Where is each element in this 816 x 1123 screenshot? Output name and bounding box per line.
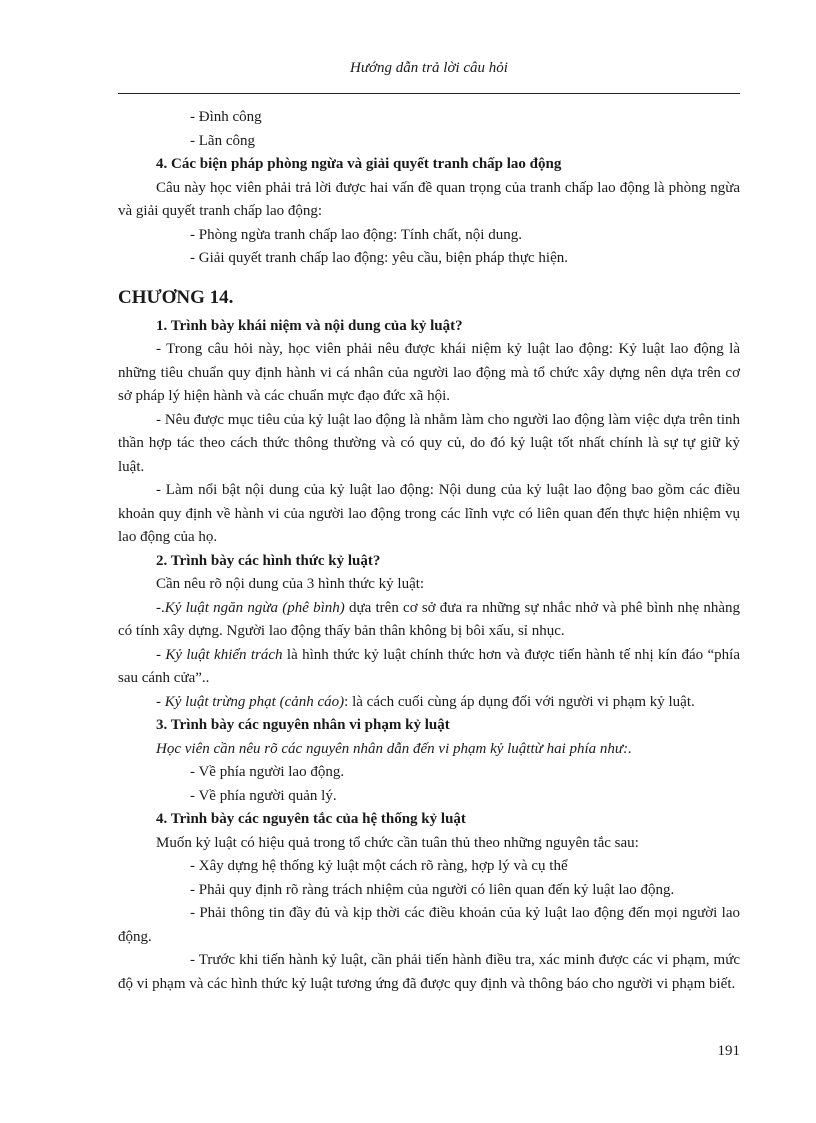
section-heading-4: 4. Các biện pháp phòng ngừa và giải quyết tranh chấp lao động (156, 156, 562, 172)
question-4-intro: Muốn kỷ luật có hiệu quả trong tổ chức cần tuân thủ theo những nguyên tắc sau: (156, 834, 639, 851)
paragraph-dispute: Câu này học viên phải trả lời được hai vấn đề quan trọng của tranh chấp lao động là phòng ngừa và giải quyết tranh chấp lao động: (118, 179, 740, 219)
question-1-paragraph: - Nêu được mục tiêu của kỷ luật lao động là nhằm làm cho người lao động làm việc dựa trên tinh thần hợp tác theo cách thức thông thường và có quy củ, do đó kỷ luật tốt nhất chính là sự tự giữ kỷ luật. (118, 411, 740, 475)
running-header: Hướng dẫn trả lời câu hỏi (350, 60, 508, 76)
principle-item: - Trước khi tiến hành kỷ luật, cần phải tiến hành điều tra, xác minh được các vi phạm, mức độ vi phạm và các hình thức kỷ luật tương ứng đã được quy định và thông báo cho người vi phạm biết. (118, 952, 740, 992)
discipline-form-1 (118, 597, 740, 644)
principle-item: - Phải quy định rõ ràng trách nhiệm của người có liên quan đến kỷ luật lao động. (190, 881, 675, 898)
question-3-intro: Học viên cần nêu rõ các nguyên nhân dẫn đến vi phạm kỷ luậttừ hai phía như:. (156, 740, 632, 757)
principle-item: - Phải thông tin đầy đủ và kịp thời các điều khoản của kỷ luật lao động đến mọi người lao động. (118, 905, 740, 945)
question-1-heading: 1. Trình bày khái niệm và nội dung của kỷ luật? (156, 317, 463, 334)
question-4-heading: 4. Trình bày các nguyên tắc của hệ thống kỷ luật (156, 811, 466, 827)
form-prefix: -. (156, 599, 165, 616)
question-3-heading: 3. Trình bày các nguyên nhân vi phạm kỷ luật (156, 717, 450, 733)
form-text: là hình thức kỷ luật chính thức hơn và được tiến hành tế nhị kín đáo “phía sau cánh cửa”.. (118, 646, 741, 686)
bullet-resolution: - Giải quyết tranh chấp lao động: yêu cầu, biện pháp thực hiện. (190, 250, 569, 266)
question-2-heading: 2. Trình bày các hình thức kỷ luật? (156, 552, 381, 569)
header-rule (118, 93, 740, 94)
discipline-form-3 (118, 691, 740, 715)
form-text: : là cách cuối cùng áp dụng đối với người vi phạm kỷ luật. (344, 693, 695, 710)
bullet-prevention: - Phòng ngừa tranh chấp lao động: Tính chất, nội dung. (190, 226, 522, 243)
form-prefix: - (156, 646, 166, 663)
principle-item: - Xây dựng hệ thống kỷ luật một cách rõ ràng, hợp lý và cụ thể (190, 858, 568, 874)
chapter-title: CHƯƠNG 14. (118, 286, 234, 308)
form-prefix: - (156, 693, 165, 710)
page-number: 191 (717, 1043, 740, 1059)
bullet-lan-cong: - Lãn công (190, 132, 255, 149)
question-2-intro: Cần nêu rõ nội dung của 3 hình thức kỷ luật: (156, 576, 425, 592)
discipline-form-2 (118, 644, 740, 691)
form-term: Kỷ luật khiển trách (165, 646, 283, 663)
question-1-paragraph: - Làm nổi bật nội dung của kỷ luật lao động: Nội dung của kỷ luật lao động bao gồm các điều khoản quy định về hành vi của người lao động trong các lĩnh vực có liên quan đến thực hiện nhiệm vụ lao động của họ. (118, 482, 740, 545)
bullet-dinh-cong: - Đình công (190, 109, 262, 125)
page-body (118, 106, 740, 996)
form-term: Kỷ luật ngăn ngừa (phê bình) (164, 599, 345, 616)
form-text: dựa trên cơ sở đưa ra những sự nhắc nhở và phê bình nhẹ nhàng có tính xây dựng. Người lao động thấy bản thân không bị bôi xấu, sỉ nhục. (118, 599, 740, 639)
form-term: Kỷ luật trừng phạt (cảnh cáo) (164, 693, 345, 710)
bullet-manager-side: - Về phía người quản lý. (190, 787, 337, 804)
question-1-paragraph: - Trong câu hỏi này, học viên phải nêu được khái niệm kỷ luật lao động: Kỷ luật lao động là những tiêu chuẩn quy định hành vi cá nhân của người lao động mà tổ chức xây dựng nên dựa trên cơ sở pháp lý hiện hành và các chuẩn mực đạo đức xã hội. (118, 341, 740, 404)
bullet-employee-side: - Về phía người lao động. (190, 764, 345, 780)
